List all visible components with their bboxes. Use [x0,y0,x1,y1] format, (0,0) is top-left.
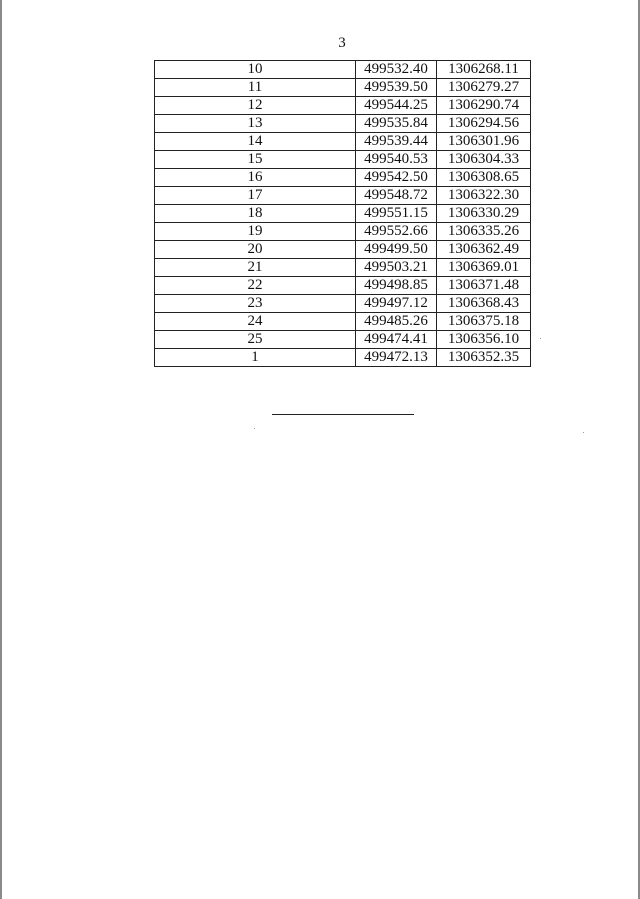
point-number-cell: 19 [155,223,356,241]
point-number-cell: 1 [155,349,356,367]
point-number-cell: 23 [155,295,356,313]
point-number-cell: 25 [155,331,356,349]
table-row [155,223,531,241]
x-coordinate-cell: 499485.26 [356,313,437,331]
point-number-cell: 18 [155,205,356,223]
y-coordinate-cell: 1306330.29 [437,205,531,223]
x-coordinate-cell: 499548.72 [356,187,437,205]
y-coordinate-cell: 1306304.33 [437,151,531,169]
coordinates-table [154,60,531,367]
x-coordinate-cell: 499498.85 [356,277,437,295]
x-coordinate-cell: 499551.15 [356,205,437,223]
x-coordinate-cell: 499499.50 [356,241,437,259]
table-row [155,169,531,187]
table-row [155,277,531,295]
table-row [155,259,531,277]
table-row [155,241,531,259]
table-row [155,295,531,313]
table-row [155,97,531,115]
y-coordinate-cell: 1306279.27 [437,79,531,97]
table-row [155,187,531,205]
scan-speck [254,428,255,429]
table-row [155,313,531,331]
point-number-cell: 20 [155,241,356,259]
table-row [155,331,531,349]
page-number: 3 [338,35,346,51]
x-coordinate-cell: 499532.40 [356,61,437,79]
y-coordinate-cell: 1306290.74 [437,97,531,115]
x-coordinate-cell: 499472.13 [356,349,437,367]
point-number-cell: 13 [155,115,356,133]
x-coordinate-cell: 499474.41 [356,331,437,349]
table-row [155,115,531,133]
x-coordinate-cell: 499535.84 [356,115,437,133]
point-number-cell: 17 [155,187,356,205]
point-number-cell: 24 [155,313,356,331]
y-coordinate-cell: 1306268.11 [437,61,531,79]
table-row [155,151,531,169]
y-coordinate-cell: 1306369.01 [437,259,531,277]
y-coordinate-cell: 1306294.56 [437,115,531,133]
y-coordinate-cell: 1306371.48 [437,277,531,295]
table-row [155,79,531,97]
x-coordinate-cell: 499544.25 [356,97,437,115]
point-number-cell: 21 [155,259,356,277]
point-number-cell: 10 [155,61,356,79]
point-number-cell: 22 [155,277,356,295]
scan-speck [540,338,541,339]
scan-border-left [0,0,2,899]
point-number-cell: 15 [155,151,356,169]
x-coordinate-cell: 499503.21 [356,259,437,277]
table-row [155,61,531,79]
x-coordinate-cell: 499539.44 [356,133,437,151]
x-coordinate-cell: 499497.12 [356,295,437,313]
coordinates-table-body [155,61,531,367]
y-coordinate-cell: 1306362.49 [437,241,531,259]
table-row [155,205,531,223]
x-coordinate-cell: 499542.50 [356,169,437,187]
y-coordinate-cell: 1306301.96 [437,133,531,151]
scan-speck [583,432,584,433]
y-coordinate-cell: 1306308.65 [437,169,531,187]
point-number-cell: 14 [155,133,356,151]
y-coordinate-cell: 1306368.43 [437,295,531,313]
y-coordinate-cell: 1306335.26 [437,223,531,241]
x-coordinate-cell: 499540.53 [356,151,437,169]
table-row [155,133,531,151]
point-number-cell: 11 [155,79,356,97]
point-number-cell: 12 [155,97,356,115]
y-coordinate-cell: 1306322.30 [437,187,531,205]
end-of-document-rule [272,414,414,415]
y-coordinate-cell: 1306356.10 [437,331,531,349]
point-number-cell: 16 [155,169,356,187]
x-coordinate-cell: 499539.50 [356,79,437,97]
y-coordinate-cell: 1306352.35 [437,349,531,367]
x-coordinate-cell: 499552.66 [356,223,437,241]
table-row [155,349,531,367]
y-coordinate-cell: 1306375.18 [437,313,531,331]
